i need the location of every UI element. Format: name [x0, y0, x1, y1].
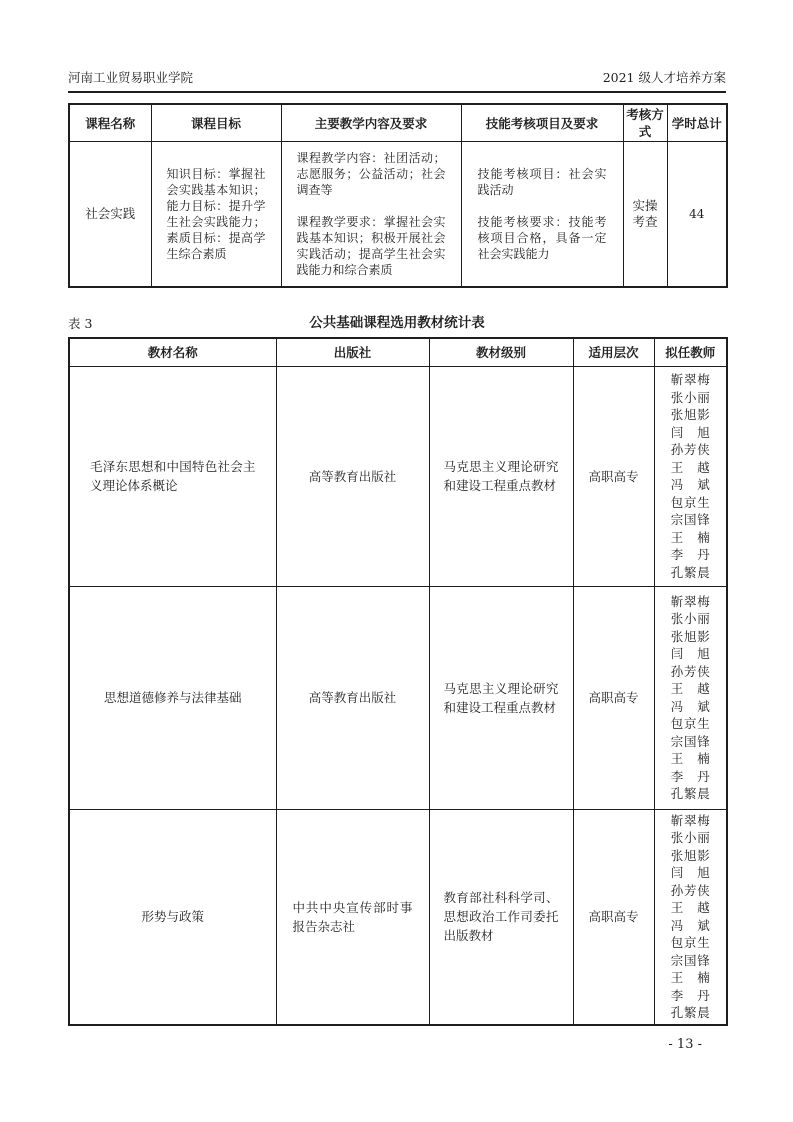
table3-label: 表 3 [68, 316, 93, 331]
teacher-name: 李丹 [670, 547, 710, 562]
cell-publisher: 高等教育出版社 [276, 366, 429, 586]
col-header-skill-assessment: 技能考核项目及要求 [461, 104, 623, 142]
cell-assigned-teachers [654, 586, 727, 809]
teacher-name: 冯斌 [670, 477, 710, 492]
teacher-name: 张旭影 [670, 628, 710, 644]
teacher-name: 包京生 [670, 716, 710, 731]
course-row-social-practice [69, 142, 727, 287]
teacher-name: 靳翠梅 [670, 593, 710, 609]
cell-target-level: 高职高专 [573, 366, 654, 586]
teacher-name: 冯斌 [670, 698, 710, 714]
textbook-row-situation-policy [69, 809, 727, 1025]
textbook-row-moral-law [69, 586, 727, 809]
cell-course-objectives: 知识目标：掌握社会实践基本知识；能力目标：提升学生社会实践能力；素质目标：提高学生综合素质 [151, 142, 281, 287]
teacher-name: 王楠 [670, 529, 710, 545]
teacher-name: 靳翠梅 [670, 812, 710, 828]
header-school-name: 河南工业贸易职业学院 [68, 70, 194, 85]
teacher-name: 孔繁晨 [670, 786, 710, 801]
cell-textbook-name: 毛泽东思想和中国特色社会主义理论体系概论 [69, 366, 276, 586]
teacher-name: 孙芳侠 [670, 442, 710, 457]
teacher-name: 宗国锋 [670, 733, 710, 749]
cell-skill-assessment [461, 142, 623, 287]
cell-course-name: 社会实践 [69, 142, 151, 287]
cell-teaching-content [281, 142, 461, 287]
col-header-textbook-name: 教材名称 [69, 338, 276, 366]
header-plan-title: 2021 级人才培养方案 [602, 70, 726, 85]
teacher-name: 张小丽 [670, 389, 710, 405]
textbook-table-header-row [69, 338, 727, 366]
cell-target-level: 高职高专 [573, 586, 654, 809]
teacher-name: 宗国锋 [670, 512, 710, 527]
cell-textbook-level: 马克思主义理论研究和建设工程重点教材 [429, 366, 573, 586]
teacher-name: 孔繁晨 [670, 564, 710, 580]
teacher-name: 王越 [670, 681, 710, 696]
col-header-course-name: 课程名称 [69, 104, 151, 142]
assessment-requirement-paragraph: 技能考核要求：技能考核项目合格，具备一定社会实践能力 [477, 214, 607, 261]
teacher-name: 张小丽 [670, 611, 710, 626]
col-header-course-objectives: 课程目标 [151, 104, 281, 142]
teacher-name: 张旭影 [670, 407, 710, 422]
cell-target-level: 高职高专 [573, 809, 654, 1025]
course-table-header-row [69, 104, 727, 142]
cell-assigned-teachers [654, 366, 727, 586]
page-number: - 13 - [668, 1037, 702, 1052]
cell-textbook-name: 形势与政策 [69, 809, 276, 1025]
teacher-name: 闫旭 [670, 865, 710, 880]
teacher-name: 包京生 [670, 935, 710, 950]
teacher-name: 孙芳侠 [670, 882, 710, 898]
teaching-content-paragraph: 课程教学内容：社团活动；志愿服务；公益活动；社会调查等 [296, 150, 446, 197]
teacher-name: 冯斌 [670, 917, 710, 933]
cell-publisher: 高等教育出版社 [276, 586, 429, 809]
teacher-name: 孙芳侠 [670, 663, 710, 679]
teacher-name: 李丹 [670, 987, 710, 1003]
col-header-assessment-method: 考核方式 [623, 104, 667, 142]
cell-publisher: 中共中央宣传部时事报告杂志社 [276, 809, 429, 1025]
teacher-name: 宗国锋 [670, 952, 710, 968]
teacher-name: 王楠 [670, 751, 710, 766]
teacher-name: 孔繁晨 [670, 1005, 710, 1020]
col-header-target-level: 适用层次 [573, 338, 654, 366]
teacher-name: 靳翠梅 [670, 372, 710, 387]
assessment-item-paragraph: 技能考核项目：社会实践活动 [477, 166, 607, 197]
col-header-publisher: 出版社 [276, 338, 429, 366]
cell-assessment-method: 实操考查 [623, 142, 667, 287]
cell-textbook-level: 马克思主义理论研究和建设工程重点教材 [429, 586, 573, 809]
col-header-teaching-content: 主要教学内容及要求 [281, 104, 461, 142]
teacher-name: 李丹 [670, 768, 710, 784]
table3-title: 公共基础课程选用教材统计表 [309, 315, 485, 331]
col-header-assigned-teachers: 拟任教师 [654, 338, 727, 366]
teacher-name: 张旭影 [670, 847, 710, 863]
cell-textbook-name: 思想道德修养与法律基础 [69, 586, 276, 809]
teacher-name: 王越 [670, 459, 710, 475]
teacher-name: 王越 [670, 900, 710, 915]
teaching-requirement-paragraph: 课程教学要求：掌握社会实践基本知识；积极开展社会实践活动；提高学生社会实践能力和综合素质 [296, 214, 446, 277]
cell-assigned-teachers [654, 809, 727, 1025]
table3-caption [68, 314, 726, 332]
teacher-name: 闫旭 [670, 646, 710, 661]
teacher-name: 王楠 [670, 970, 710, 985]
teacher-name: 包京生 [670, 494, 710, 510]
teacher-name: 闫旭 [670, 424, 710, 440]
cell-textbook-level: 教育部社科科学司、思想政治工作司委托出版教材 [429, 809, 573, 1025]
teacher-name: 张小丽 [670, 830, 710, 845]
col-header-textbook-level: 教材级别 [429, 338, 573, 366]
col-header-total-hours: 学时总计 [667, 104, 727, 142]
document-header [68, 68, 726, 93]
cell-total-hours: 44 [667, 142, 727, 287]
course-assessment-table [68, 103, 728, 288]
textbook-statistics-table [68, 337, 728, 1026]
textbook-row-mao-theory [69, 366, 727, 586]
